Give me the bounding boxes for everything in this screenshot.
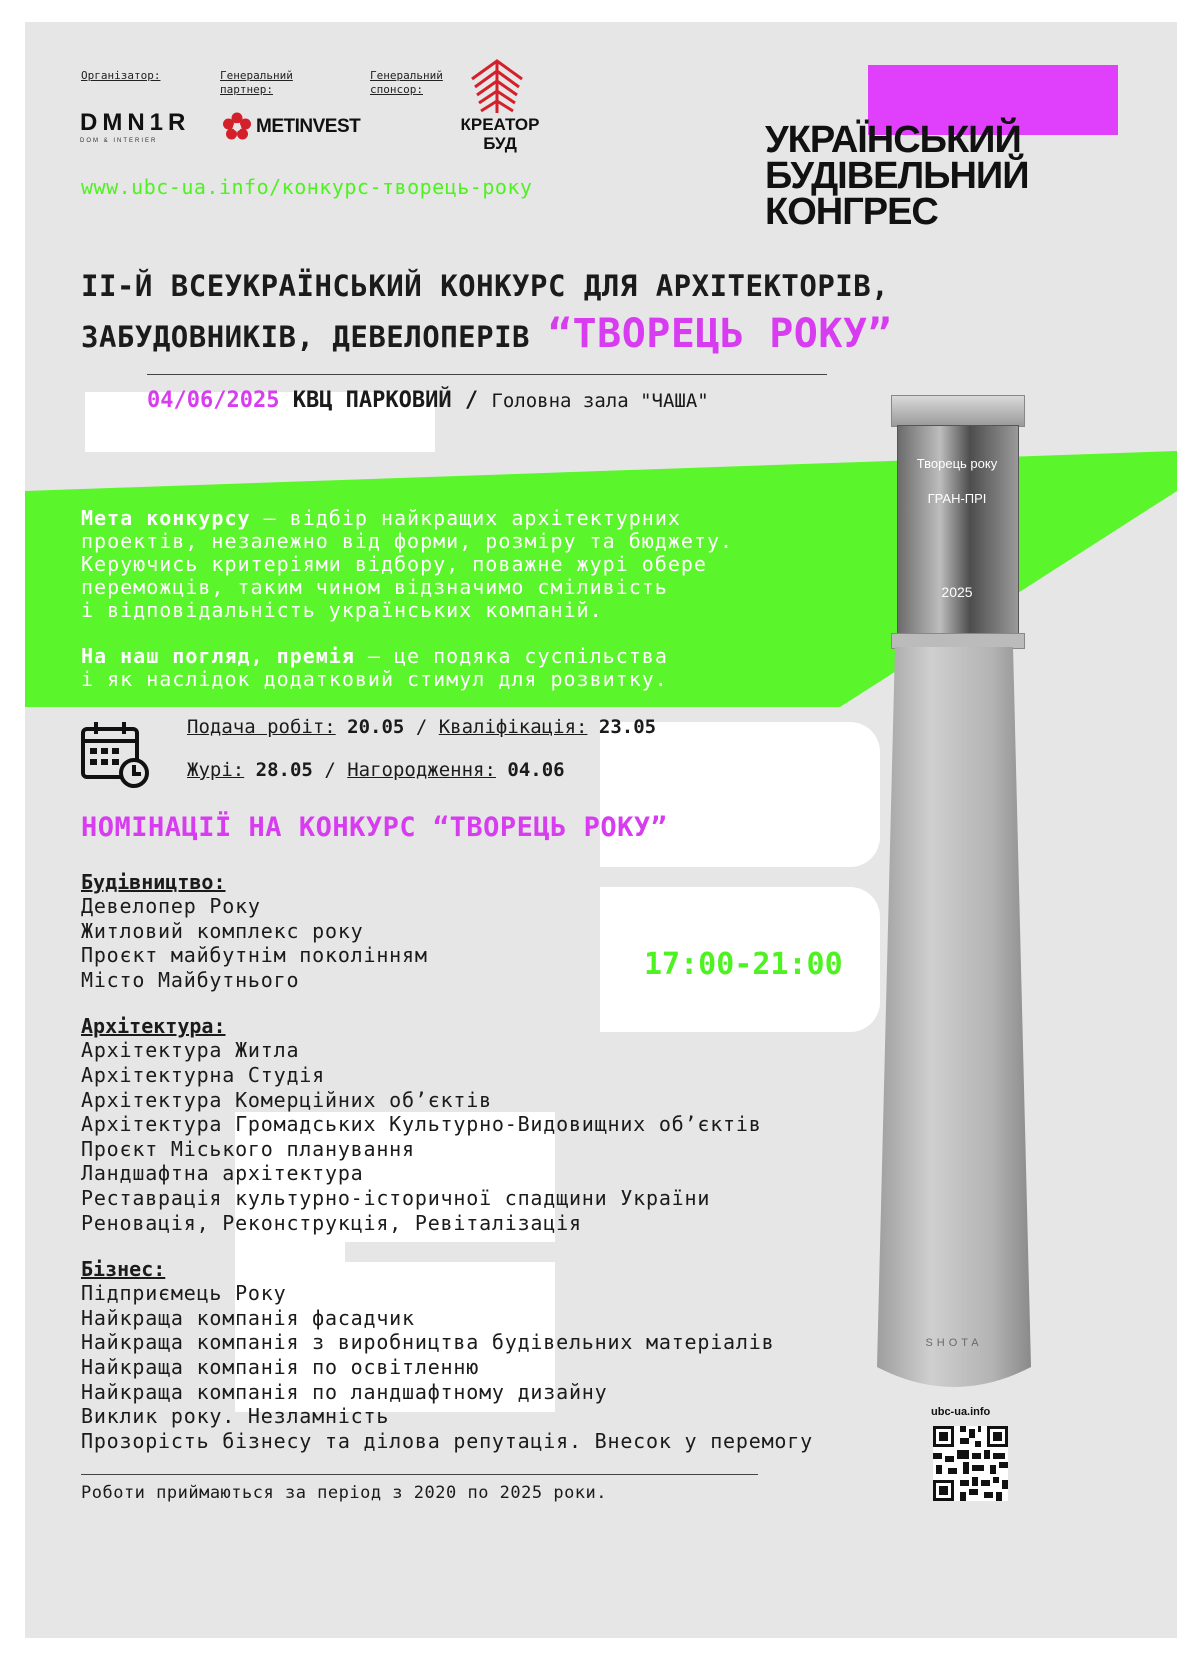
poster [25, 22, 1177, 1638]
list-item: Найкраща компанія по ландшафтному дизайну [81, 1379, 608, 1404]
sponsor-label-line2: спонсор: [370, 83, 423, 96]
partner-label-line1: Генеральний [220, 69, 293, 82]
list-item: Архітектура Житла [81, 1038, 300, 1063]
list-item: Виклик року. Незламність [81, 1404, 390, 1429]
event-hall: Головна зала "ЧАША" [491, 390, 709, 412]
page-title [81, 262, 892, 361]
list-item: Проєкт Міського планування [81, 1136, 415, 1161]
goal-text1-l3: Керуючись критеріями відбору, поважне журі обере [81, 552, 707, 576]
qual-label: Кваліфікація: [438, 716, 588, 738]
nominations-title: НОМІНАЦІЇ НА КОНКУРС “ТВОРЕЦЬ РОКУ” [81, 812, 668, 843]
partner-label [220, 69, 293, 97]
jury-date: 28.05 [255, 759, 313, 781]
category-heading-business: Бізнес: [81, 1257, 166, 1282]
footer-note: Роботи приймаються за період з 2020 по 2025 роки. [81, 1483, 608, 1503]
event-time: 17:00-21:00 [644, 947, 843, 982]
trophy-year: 2025 [941, 584, 973, 600]
event-info [147, 388, 709, 413]
dmnr-logo-text: DMN1R [80, 109, 191, 136]
kreator-bud-logo [445, 57, 555, 153]
jury-label: Журі: [187, 759, 245, 781]
goal-text2-l2: і як наслідок додатковий стимул для розвитку. [81, 667, 668, 691]
list-item: Місто Майбутнього [81, 967, 300, 992]
submit-date: 20.05 [347, 716, 405, 738]
list-item: Підприємець Року [81, 1281, 287, 1306]
contest-url[interactable]: www.ubc-ua.info/конкурс-творець-року [81, 175, 533, 199]
list-item: Житловий комплекс року [81, 918, 364, 943]
event-sep: / [464, 388, 479, 413]
title-highlight: “ТВОРЕЦЬ РОКУ” [547, 311, 893, 357]
kreator-building-icon [467, 57, 527, 115]
partner-label-line2: партнер: [220, 83, 273, 96]
list-item: Найкраща компанія фасадчик [81, 1305, 415, 1330]
goal-text2-l1: – це подяка суспільства [354, 644, 668, 668]
category-heading-architecture: Архітектура: [81, 1014, 226, 1039]
trophy-line2: ГРАН-ПРІ [927, 491, 987, 506]
category-heading-construction: Будівництво: [81, 870, 226, 894]
title-line2: ЗАБУДОВНИКІВ, ДЕВЕЛОПЕРІВ [81, 320, 530, 354]
event-date: 04/06/2025 [147, 388, 280, 413]
calendar-icon [80, 719, 152, 795]
award-label: Нагородження: [347, 759, 496, 781]
schedule-row1 [187, 716, 656, 738]
trophy-brand: SHOTA [925, 1337, 983, 1349]
list-item: Найкраща компанія з виробництва будівельних матеріалів [81, 1330, 775, 1355]
submit-label: Подача робіт: [187, 716, 336, 738]
sponsor-label [370, 69, 443, 97]
list-item: Реновація, Реконструкція, Ревіталізація [81, 1210, 582, 1235]
list-item: Архітектура Громадських Культурно-Видовищних об’єктів [81, 1112, 762, 1137]
ubc-name [765, 119, 1029, 233]
nominations-list [81, 870, 881, 1453]
list-item: Прозорість бізнесу та ділова репутація. Внесок у перемогу [81, 1428, 813, 1453]
sponsor-label-line1: Генеральний [370, 69, 443, 82]
trophy-column [873, 647, 1035, 1402]
bg-letter-block [600, 722, 880, 867]
goal-text1-l4: переможців, таким чином відзначимо сміливість [81, 575, 668, 599]
list-item: Проєкт майбутнім поколінням [81, 943, 428, 968]
goal-text1-l5: і відповідальність українських компаній. [81, 598, 603, 622]
dmnr-logo-sub: DOM & INTERIER [80, 138, 158, 144]
schedule-row2 [187, 759, 565, 781]
list-item: Найкраща компанія по освітленню [81, 1354, 480, 1379]
metinvest-flower-icon [222, 112, 252, 142]
divider [147, 374, 827, 375]
goal-text1-l1: – відбір найкращих архітектурних [250, 506, 681, 530]
award-date: 04.06 [507, 759, 565, 781]
list-item: Архітектурна Студія [81, 1062, 325, 1087]
goal-text [81, 507, 733, 691]
metinvest-logo-text: METINVEST [256, 116, 361, 137]
kreator-logo-line1: КРЕАТОР [460, 115, 540, 134]
qr-label: ubc-ua.info [931, 1406, 991, 1418]
event-venue: КВЦ ПАРКОВИЙ [292, 388, 452, 413]
schedule-sep: / [415, 716, 428, 738]
list-item: Девелопер Року [81, 894, 261, 918]
kreator-logo-line2: БУД [483, 134, 517, 153]
list-item: Ландшафтна архітектура [81, 1161, 364, 1186]
ubc-name-line1: УКРАЇНСЬКИЙ [765, 119, 1021, 161]
trophy-line1: Творець року [916, 456, 998, 471]
qual-date: 23.05 [598, 716, 657, 738]
qr-code-icon[interactable] [933, 1426, 1008, 1501]
list-item: Реставрація культурно-історичної спадщини України [81, 1185, 711, 1210]
title-line1: ІІ-Й ВСЕУКРАЇНСЬКИЙ КОНКУРС ДЛЯ АРХІТЕКТОРІВ, [81, 269, 890, 303]
list-item: Архітектура Комерційних об’єктів [81, 1087, 492, 1112]
ubc-name-line2: БУДІВЕЛЬНИЙ [765, 155, 1029, 197]
goal-bold1: Мета конкурсу [81, 506, 251, 530]
schedule-sep: / [324, 759, 336, 781]
organizer-label: Організатор: [81, 69, 161, 82]
goal-text1-l2: проектів, незалежно від форми, розміру та бюджету. [81, 529, 734, 553]
ubc-name-line3: КОНГРЕС [765, 191, 938, 233]
dmnr-logo [80, 109, 190, 144]
goal-bold2: На наш погляд, премія [81, 644, 355, 668]
divider [81, 1474, 758, 1475]
trophy-glass [891, 395, 1023, 650]
metinvest-logo [222, 112, 360, 142]
